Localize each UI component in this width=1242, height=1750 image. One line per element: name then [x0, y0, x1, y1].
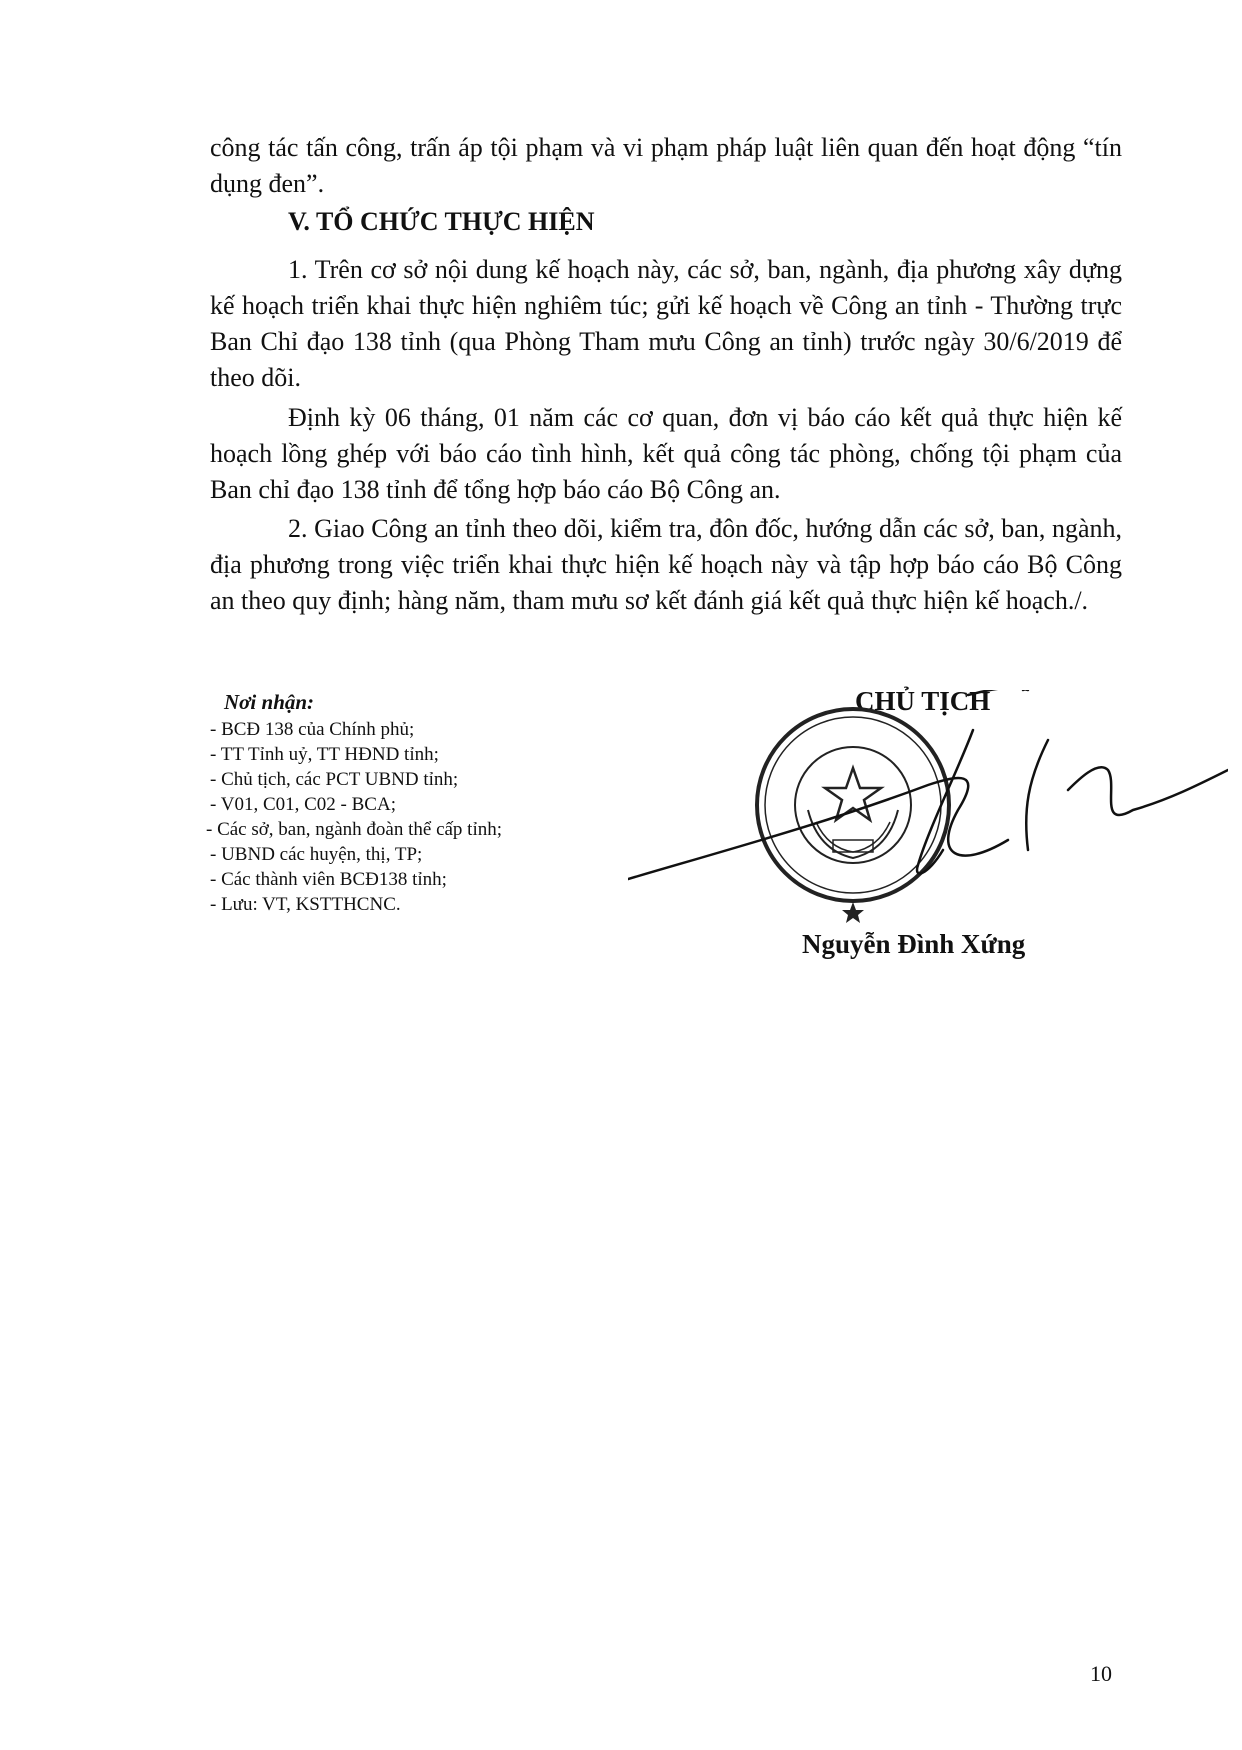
recipient-item: - V01, C01, C02 - BCA; [210, 794, 396, 815]
seal-icon [757, 709, 949, 923]
recipient-item: - Chủ tịch, các PCT UBND tỉnh; [210, 769, 459, 790]
section-heading: V. TỔ CHỨC THỰC HIỆN [288, 207, 595, 236]
paragraph-3: 2. Giao Công an tỉnh theo dõi, kiểm tra, đôn đốc, hướng dẫn các sở, ban, ngành, địa phương trong việc triển khai thực hiện kế hoạch này và tập hợp báo cáo Bộ Công an theo quy định; hàng năm, tham mưu sơ kết đánh giá kết quả thực hiện kế hoạch./. [210, 514, 1122, 615]
recipient-item: - BCĐ 138 của Chính phủ; [210, 719, 415, 740]
signer-title: CHỦ TỊCH [855, 686, 991, 716]
official-seal-and-signature [628, 690, 1228, 940]
recipient-item: - Lưu: VT, KSTTHCNC. [210, 894, 401, 915]
recipient-item: - TT Tỉnh uỷ, TT HĐND tỉnh; [210, 744, 439, 765]
page-number: 10 [1090, 1661, 1112, 1686]
recipients-block [206, 690, 670, 917]
handwritten-signature [628, 690, 1228, 900]
continuation-paragraph: công tác tấn công, trấn áp tội phạm và vi phạm pháp luật liên quan đến hoạt động “tín dụng đen”. [210, 133, 1122, 198]
recipient-item: - Các thành viên BCĐ138 tỉnh; [210, 869, 447, 890]
recipient-item: - UBND các huyện, thị, TP; [210, 844, 423, 865]
paragraph-2: Định kỳ 06 tháng, 01 năm các cơ quan, đơn vị báo cáo kết quả thực hiện kế hoạch lồng ghép với báo cáo tình hình, kết quả công tác phòng, chống tội phạm của Ban chỉ đạo 138 tỉnh để tổng hợp báo cáo Bộ Công an. [210, 403, 1122, 504]
recipients-title: Nơi nhận: [224, 690, 315, 714]
signer-name: Nguyễn Đình Xứng [802, 929, 1026, 959]
paragraph-1: 1. Trên cơ sở nội dung kế hoạch này, các sở, ban, ngành, địa phương xây dựng kế hoạch triển khai thực hiện nghiêm túc; gửi kế hoạch về Công an tỉnh - Thường trực Ban Chỉ đạo 138 tỉnh (qua Phòng Tham mưu Công an tỉnh) trước ngày 30/6/2019 để theo dõi. [210, 255, 1122, 392]
recipient-item: - Các sở, ban, ngành đoàn thể cấp tỉnh; [206, 819, 503, 840]
